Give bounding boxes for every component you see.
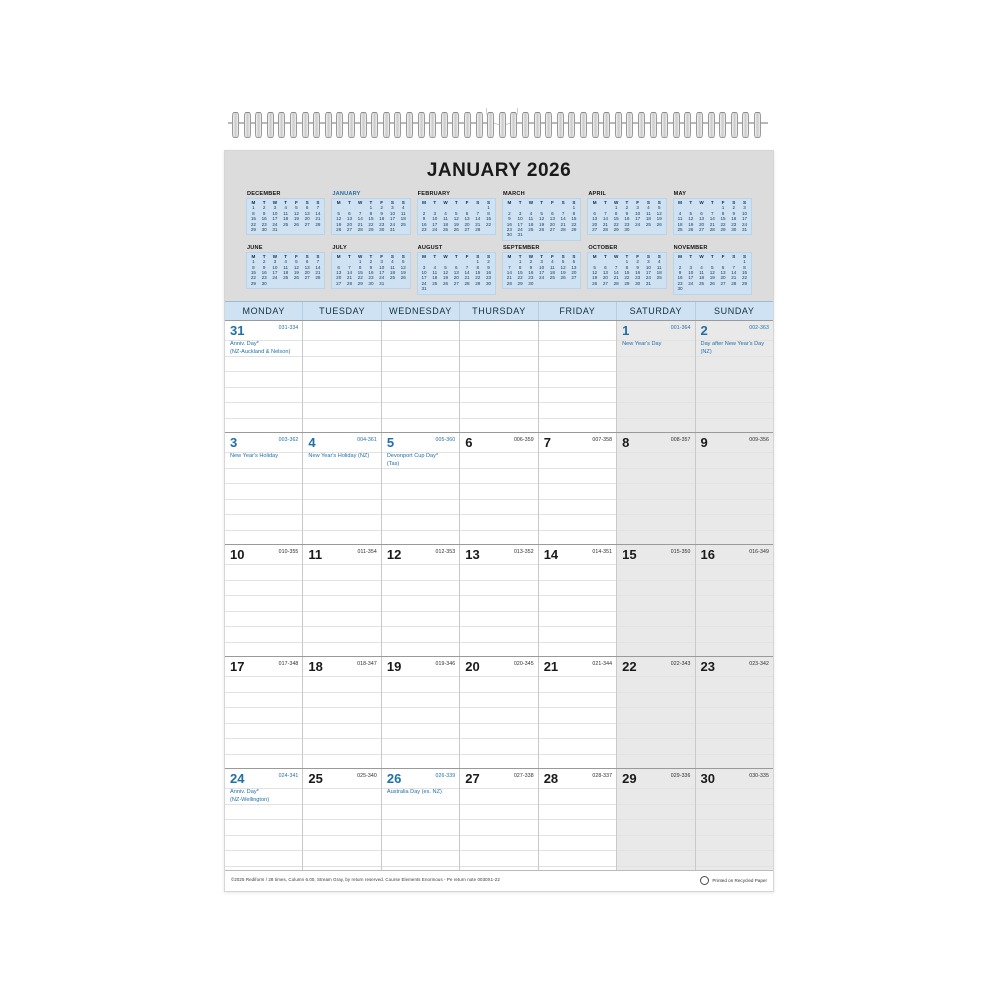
day-number: 1 bbox=[622, 322, 630, 338]
day-cell[interactable] bbox=[696, 433, 773, 544]
wire-loop bbox=[592, 112, 599, 138]
mini-month-name: MAY bbox=[673, 191, 687, 197]
day-cell[interactable] bbox=[460, 433, 538, 544]
mini-month-name: APRIL bbox=[588, 191, 607, 197]
event-label: Anniv. Day* bbox=[230, 340, 259, 347]
day-cell[interactable] bbox=[539, 321, 617, 432]
day-number: 22 bbox=[622, 658, 637, 674]
wire-loop bbox=[626, 112, 633, 138]
julian-date: 012-353 bbox=[435, 548, 456, 555]
julian-date: 026-339 bbox=[435, 772, 456, 779]
wire-loop bbox=[684, 112, 691, 138]
event-label: New Year's Holiday bbox=[230, 452, 279, 459]
mini-month-march bbox=[499, 189, 584, 243]
wire-binding bbox=[228, 108, 768, 142]
day-cell[interactable] bbox=[303, 433, 381, 544]
mini-month-grid: M T W T F S S 1 2 3 4 5 6 7 8 9 10 11 12 13 14 15 16 17 18 19 20 21 22 23 24 25 26 27 28 29 30 bbox=[502, 252, 581, 289]
day-cell[interactable] bbox=[303, 657, 381, 768]
day-number: 5 bbox=[386, 434, 395, 450]
day-header-saturday: SATURDAY bbox=[617, 302, 695, 320]
day-number: 12 bbox=[386, 546, 402, 562]
julian-date: 030-335 bbox=[749, 772, 769, 779]
mini-month-grid: M T W T F S S 1 2 3 4 5 6 7 8 9 10 11 12 13 14 15 16 17 18 19 20 21 22 23 24 25 26 27 28 bbox=[417, 198, 496, 235]
mini-month-grid: M T W T F S S 1 2 3 4 5 6 7 8 9 10 11 12 13 14 15 16 17 18 19 20 21 22 23 24 25 26 27 28 29 30 31 bbox=[417, 252, 496, 295]
mini-month-row-top bbox=[243, 189, 755, 243]
day-number: 10 bbox=[230, 546, 245, 562]
mini-month-strip bbox=[225, 189, 773, 301]
event-label: Australia Day (ex. NZ) bbox=[386, 788, 442, 795]
mini-month-february bbox=[414, 189, 499, 243]
day-number: 7 bbox=[543, 434, 551, 450]
event-list bbox=[622, 340, 691, 348]
wire-loop bbox=[742, 112, 749, 138]
day-cell[interactable] bbox=[696, 657, 773, 768]
event-list bbox=[387, 788, 456, 796]
wire-loop bbox=[348, 112, 355, 138]
page-title: JANUARY 2026 bbox=[426, 160, 572, 181]
julian-date: 005-360 bbox=[435, 436, 456, 443]
mini-month-grid: M T W T F S S 1 2 3 4 5 6 7 8 9 10 11 12 13 14 15 16 17 18 19 20 21 22 23 24 25 26 27 28 29 30 bbox=[673, 252, 752, 295]
julian-date: 013-352 bbox=[513, 548, 534, 555]
wire-loop bbox=[638, 112, 645, 138]
wire-loop bbox=[545, 112, 552, 138]
wire-loop bbox=[499, 112, 506, 138]
day-cell[interactable] bbox=[617, 769, 695, 880]
day-number: 19 bbox=[386, 658, 402, 674]
mini-month-august bbox=[414, 243, 499, 297]
wire-loop bbox=[290, 112, 297, 138]
day-cell[interactable] bbox=[539, 769, 617, 880]
day-number: 13 bbox=[465, 546, 480, 562]
mini-month-name: MARCH bbox=[502, 191, 525, 197]
mini-month-june bbox=[243, 243, 328, 297]
mini-month-name: NOVEMBER bbox=[673, 244, 708, 251]
julian-date: 006-359 bbox=[513, 436, 534, 443]
week-row bbox=[225, 545, 773, 657]
day-cell[interactable] bbox=[382, 433, 460, 544]
day-cell[interactable] bbox=[225, 657, 303, 768]
writing-rules bbox=[539, 321, 616, 432]
event-label: Day after New Year's Day bbox=[700, 340, 765, 347]
wire-loop bbox=[278, 112, 285, 138]
event-list bbox=[230, 452, 299, 460]
wire-loop bbox=[302, 112, 309, 138]
wire-loop bbox=[719, 112, 726, 138]
week-row bbox=[225, 433, 773, 545]
mini-month-december bbox=[243, 189, 328, 243]
event-list bbox=[230, 788, 299, 804]
week-row bbox=[225, 769, 773, 880]
day-header-wednesday: WEDNESDAY bbox=[382, 302, 460, 320]
mini-month-name: JULY bbox=[332, 244, 347, 251]
day-header-monday: MONDAY bbox=[225, 302, 303, 320]
wire-loop bbox=[371, 112, 378, 138]
julian-date: 016-349 bbox=[749, 548, 769, 555]
day-cell[interactable] bbox=[382, 657, 460, 768]
day-number: 31 bbox=[230, 322, 245, 338]
mini-month-row-bottom bbox=[243, 243, 755, 297]
mini-month-grid: M T W T F S S 1 2 3 4 5 6 7 8 9 10 11 12 13 14 15 16 17 18 19 20 21 22 23 24 25 26 27 28 29 30 31 bbox=[502, 198, 581, 241]
day-header-friday: FRIDAY bbox=[539, 302, 617, 320]
mini-month-january bbox=[328, 189, 413, 243]
wire-loop bbox=[522, 112, 529, 138]
julian-date: 007-358 bbox=[592, 436, 613, 443]
wire-loop bbox=[603, 112, 610, 138]
day-cell[interactable] bbox=[303, 769, 381, 880]
day-number: 20 bbox=[465, 658, 480, 674]
julian-date: 025-340 bbox=[357, 772, 377, 779]
day-number: 8 bbox=[622, 434, 630, 450]
day-cell[interactable] bbox=[225, 433, 303, 544]
julian-date: 019-346 bbox=[435, 660, 456, 667]
event-list bbox=[230, 340, 299, 356]
julian-date: 031-334 bbox=[278, 324, 299, 331]
mini-month-september bbox=[499, 243, 584, 297]
mini-month-grid: M T W T F S S 1 2 3 4 5 6 7 8 9 10 11 12 13 14 15 16 17 18 19 20 21 22 23 24 25 26 27 28 29 30 bbox=[246, 252, 325, 289]
header-band bbox=[225, 151, 773, 189]
day-number: 15 bbox=[622, 546, 637, 562]
day-cell[interactable] bbox=[225, 545, 303, 656]
day-cell[interactable] bbox=[617, 545, 695, 656]
event-label: (NZ-Auckland & Nelson) bbox=[230, 348, 291, 355]
julian-date: 003-362 bbox=[278, 436, 299, 443]
day-header-tuesday: TUESDAY bbox=[303, 302, 381, 320]
day-cell[interactable] bbox=[617, 657, 695, 768]
recycle-icon bbox=[700, 876, 709, 885]
day-number: 6 bbox=[465, 434, 473, 450]
julian-date: 028-337 bbox=[592, 772, 613, 779]
event-label: Anniv. Day* bbox=[230, 788, 259, 795]
day-of-week-header bbox=[225, 301, 773, 320]
wire-loop bbox=[383, 112, 390, 138]
wire-loop bbox=[673, 112, 680, 138]
wire-loop bbox=[336, 112, 343, 138]
day-cell[interactable] bbox=[539, 433, 617, 544]
day-cell[interactable] bbox=[696, 769, 773, 880]
wire-loop bbox=[510, 112, 517, 138]
mini-month-name: JANUARY bbox=[332, 191, 361, 197]
event-list bbox=[701, 340, 770, 356]
day-number: 28 bbox=[543, 770, 559, 786]
day-cell[interactable] bbox=[460, 321, 538, 432]
wire-loop bbox=[441, 112, 448, 138]
wire-loop bbox=[325, 112, 332, 138]
mini-month-july bbox=[328, 243, 413, 297]
day-cell[interactable] bbox=[382, 321, 460, 432]
mini-month-october bbox=[584, 243, 669, 297]
wire-loop bbox=[731, 112, 738, 138]
day-number: 14 bbox=[543, 546, 559, 562]
footer-recycled bbox=[700, 876, 767, 885]
wire-loop bbox=[534, 112, 541, 138]
month-grid bbox=[225, 320, 773, 880]
julian-date: 010-355 bbox=[278, 548, 299, 555]
wire-loop bbox=[267, 112, 274, 138]
julian-date: 017-348 bbox=[278, 660, 299, 667]
day-number: 4 bbox=[308, 434, 316, 450]
wire-loop bbox=[708, 112, 715, 138]
julian-date: 022-343 bbox=[670, 660, 691, 667]
day-header-thursday: THURSDAY bbox=[460, 302, 538, 320]
day-cell[interactable] bbox=[382, 769, 460, 880]
event-list bbox=[387, 452, 456, 468]
day-cell[interactable] bbox=[696, 321, 773, 432]
day-cell[interactable] bbox=[303, 545, 381, 656]
mini-month-grid: M T W T F S S 1 2 3 4 5 6 7 8 9 10 11 12 13 14 15 16 17 18 19 20 21 22 23 24 25 26 27 28 29 30 31 bbox=[246, 198, 325, 235]
mini-month-name: OCTOBER bbox=[588, 244, 618, 251]
wire-loop bbox=[232, 112, 239, 138]
day-number: 9 bbox=[700, 434, 708, 450]
mini-month-grid: M T W T F S S 1 2 3 4 5 6 7 8 9 10 11 12 13 14 15 16 17 18 19 20 21 22 23 24 25 26 27 28 29 30 bbox=[587, 198, 666, 235]
sheet-footer bbox=[225, 870, 773, 891]
footer-legal: ©2025 Rediform / 28 times, Column 6.00, Stream Gray, by return reserved. Course Elements Enormous - Pe return note 0030X1-22 bbox=[231, 877, 500, 882]
day-cell[interactable] bbox=[225, 769, 303, 880]
mini-month-name: FEBRUARY bbox=[417, 191, 451, 197]
week-row bbox=[225, 657, 773, 769]
week-row bbox=[225, 321, 773, 433]
julian-date: 027-338 bbox=[513, 772, 534, 779]
event-label: New Year's Day bbox=[622, 340, 662, 347]
mini-month-name: SEPTEMBER bbox=[502, 244, 540, 251]
mini-month-may bbox=[670, 189, 755, 243]
day-cell[interactable] bbox=[617, 321, 695, 432]
julian-date: 011-354 bbox=[357, 548, 377, 555]
julian-date: 015-350 bbox=[670, 548, 691, 555]
julian-date: 021-344 bbox=[592, 660, 613, 667]
day-number: 3 bbox=[230, 434, 238, 450]
day-number: 21 bbox=[543, 658, 559, 674]
wire-loop bbox=[650, 112, 657, 138]
day-cell[interactable] bbox=[617, 433, 695, 544]
day-cell[interactable] bbox=[303, 321, 381, 432]
julian-date: 008-357 bbox=[670, 436, 691, 443]
mini-month-november bbox=[670, 243, 755, 297]
wire-loop bbox=[313, 112, 320, 138]
wire-loop bbox=[696, 112, 703, 138]
day-number: 18 bbox=[308, 658, 323, 674]
day-cell[interactable] bbox=[382, 545, 460, 656]
julian-date: 018-347 bbox=[357, 660, 377, 667]
julian-date: 020-345 bbox=[513, 660, 534, 667]
wire-loop bbox=[476, 112, 483, 138]
wire-loop bbox=[615, 112, 622, 138]
julian-date: 029-336 bbox=[670, 772, 691, 779]
event-label: (NZ) bbox=[700, 348, 712, 355]
wire-loop bbox=[244, 112, 251, 138]
day-cell[interactable] bbox=[539, 657, 617, 768]
writing-rules bbox=[460, 321, 537, 432]
event-list bbox=[308, 452, 377, 460]
julian-date: 001-364 bbox=[670, 324, 691, 331]
mini-month-name: AUGUST bbox=[417, 244, 443, 251]
day-number: 17 bbox=[230, 658, 245, 674]
julian-date: 002-363 bbox=[749, 324, 769, 331]
calendar-sheet bbox=[224, 150, 774, 892]
day-cell[interactable] bbox=[696, 545, 773, 656]
day-number: 11 bbox=[308, 546, 323, 562]
wire-loop bbox=[568, 112, 575, 138]
day-cell[interactable] bbox=[225, 321, 303, 432]
event-label: Devonport Cup Day* bbox=[386, 452, 439, 459]
wire-loop bbox=[394, 112, 401, 138]
writing-rules bbox=[382, 321, 459, 432]
mini-month-grid: M T W T F S S 1 2 3 4 5 6 7 8 9 10 11 12 13 14 15 16 17 18 19 20 21 22 23 24 25 26 27 28 29 30 31 bbox=[673, 198, 752, 235]
wire-loop bbox=[255, 112, 262, 138]
event-label: New Year's Holiday (NZ) bbox=[308, 452, 370, 459]
footer-recycled-label: Printed on Recycled Paper bbox=[712, 878, 767, 883]
wire-loop bbox=[452, 112, 459, 138]
wire-loop bbox=[754, 112, 761, 138]
mini-month-name: JUNE bbox=[247, 244, 263, 251]
day-cell[interactable] bbox=[539, 545, 617, 656]
day-number: 26 bbox=[386, 770, 402, 786]
wire-loop bbox=[661, 112, 668, 138]
day-number: 23 bbox=[700, 658, 715, 674]
day-header-sunday: SUNDAY bbox=[714, 305, 755, 316]
mini-month-grid: M T W T F S S 1 2 3 4 5 6 7 8 9 10 11 12 13 14 15 16 17 18 19 20 21 22 23 24 25 26 27 28 29 30 31 bbox=[331, 252, 410, 289]
julian-date: 024-341 bbox=[278, 772, 299, 779]
wire-loop bbox=[464, 112, 471, 138]
wire-loop bbox=[429, 112, 436, 138]
julian-date: 004-361 bbox=[357, 436, 377, 443]
event-label: (Tas) bbox=[386, 460, 400, 467]
day-number: 24 bbox=[230, 770, 245, 786]
julian-date: 014-351 bbox=[592, 548, 613, 555]
day-cell[interactable] bbox=[460, 769, 538, 880]
julian-date: 023-342 bbox=[749, 660, 769, 667]
wire-loop bbox=[580, 112, 587, 138]
event-label: (NZ-Wellington) bbox=[230, 796, 270, 803]
julian-date: 009-356 bbox=[749, 436, 769, 443]
day-number: 29 bbox=[622, 770, 637, 786]
day-number: 16 bbox=[700, 546, 715, 562]
day-cell[interactable] bbox=[460, 545, 538, 656]
wire-loop bbox=[360, 112, 367, 138]
day-number: 2 bbox=[700, 322, 708, 338]
writing-rules bbox=[303, 321, 380, 432]
mini-month-name: DECEMBER bbox=[247, 191, 281, 197]
day-number: 30 bbox=[700, 770, 715, 786]
day-cell[interactable] bbox=[460, 657, 538, 768]
day-number: 25 bbox=[308, 770, 323, 786]
wire-loop bbox=[418, 112, 425, 138]
day-number: 27 bbox=[465, 770, 480, 786]
mini-month-grid: M T W T F S S 1 2 3 4 5 6 7 8 9 10 11 12 13 14 15 16 17 18 19 20 21 22 23 24 25 26 27 28 29 30 31 bbox=[587, 252, 666, 289]
mini-month-grid: M T W T F S S 1 2 3 4 5 6 7 8 9 10 11 12 13 14 15 16 17 18 19 20 21 22 23 24 25 26 27 28 29 30 31 bbox=[331, 198, 410, 235]
wire-loop bbox=[487, 112, 494, 138]
wire-loop bbox=[557, 112, 564, 138]
mini-month-april bbox=[584, 189, 669, 243]
wire-loop bbox=[406, 112, 413, 138]
